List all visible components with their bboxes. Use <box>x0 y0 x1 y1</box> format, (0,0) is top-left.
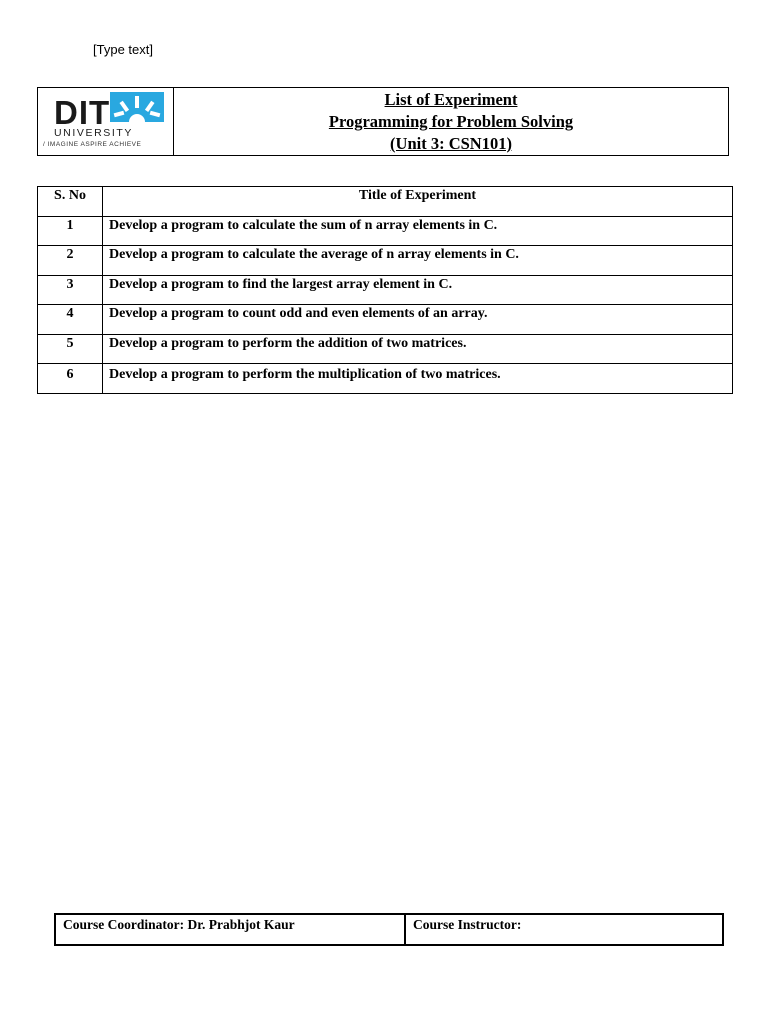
row-number-cell <box>38 275 103 305</box>
logo-university-text: UNIVERSITY <box>54 127 134 139</box>
row-title-cell <box>103 246 733 276</box>
row-title: Develop a program to calculate the sum of n array elements in C. <box>109 217 498 233</box>
table-row <box>38 216 733 246</box>
table-row <box>38 275 733 305</box>
row-number-cell <box>38 364 103 394</box>
row-title-cell <box>103 275 733 305</box>
row-number: 5 <box>66 335 74 351</box>
row-number-cell <box>38 246 103 276</box>
table-row <box>38 334 733 364</box>
row-title: Develop a program to find the largest array element in C. <box>109 276 453 292</box>
row-title-cell <box>103 216 733 246</box>
row-number: 2 <box>66 247 74 262</box>
row-title: Develop a program to calculate the average of n array elements in C. <box>109 247 519 262</box>
table-row <box>38 246 733 276</box>
row-number: 4 <box>66 306 74 321</box>
header-title-line3: (Unit 3: CSN101) <box>390 133 512 153</box>
university-logo <box>38 88 174 155</box>
row-title-cell <box>103 334 733 364</box>
row-title: Develop a program to perform the addition of two matrices. <box>109 335 467 351</box>
document-header <box>37 87 729 156</box>
experiments-table <box>37 186 733 394</box>
header-title-line1: List of Experiment <box>384 89 518 109</box>
column-header-title <box>103 187 733 217</box>
row-number-cell <box>38 305 103 335</box>
row-title-cell <box>103 364 733 394</box>
row-number: 3 <box>66 276 74 292</box>
row-title: Develop a program to count odd and even elements of an array. <box>109 306 488 321</box>
row-title-cell <box>103 305 733 335</box>
logo-tagline: / IMAGINE ASPIRE ACHIEVE <box>43 141 142 148</box>
column-header-sno-text: S. No <box>54 188 86 203</box>
logo-emblem-icon <box>110 92 164 130</box>
course-coordinator: Course Coordinator: Dr. Prabhjot Kaur <box>56 915 406 944</box>
course-instructor: Course Instructor: <box>413 917 522 932</box>
row-number-cell <box>38 216 103 246</box>
table-header-row <box>38 187 733 217</box>
row-number: 1 <box>66 217 74 233</box>
logo-tagline-text: IMAGINE ASPIRE ACHIEVE <box>47 141 142 148</box>
header-title-block <box>174 88 728 155</box>
logo-wordmark: DIT <box>54 94 111 131</box>
table-row <box>38 305 733 335</box>
row-number-cell <box>38 334 103 364</box>
column-header-sno <box>38 187 103 217</box>
signature-footer <box>54 913 724 946</box>
row-number: 6 <box>66 367 74 382</box>
header-placeholder-text: [Type text] <box>93 42 153 57</box>
row-title: Develop a program to perform the multiplication of two matrices. <box>109 367 501 382</box>
column-header-title-text: Title of Experiment <box>358 188 477 203</box>
table-row <box>38 364 733 394</box>
header-title-line2: Programming for Problem Solving <box>328 111 574 131</box>
